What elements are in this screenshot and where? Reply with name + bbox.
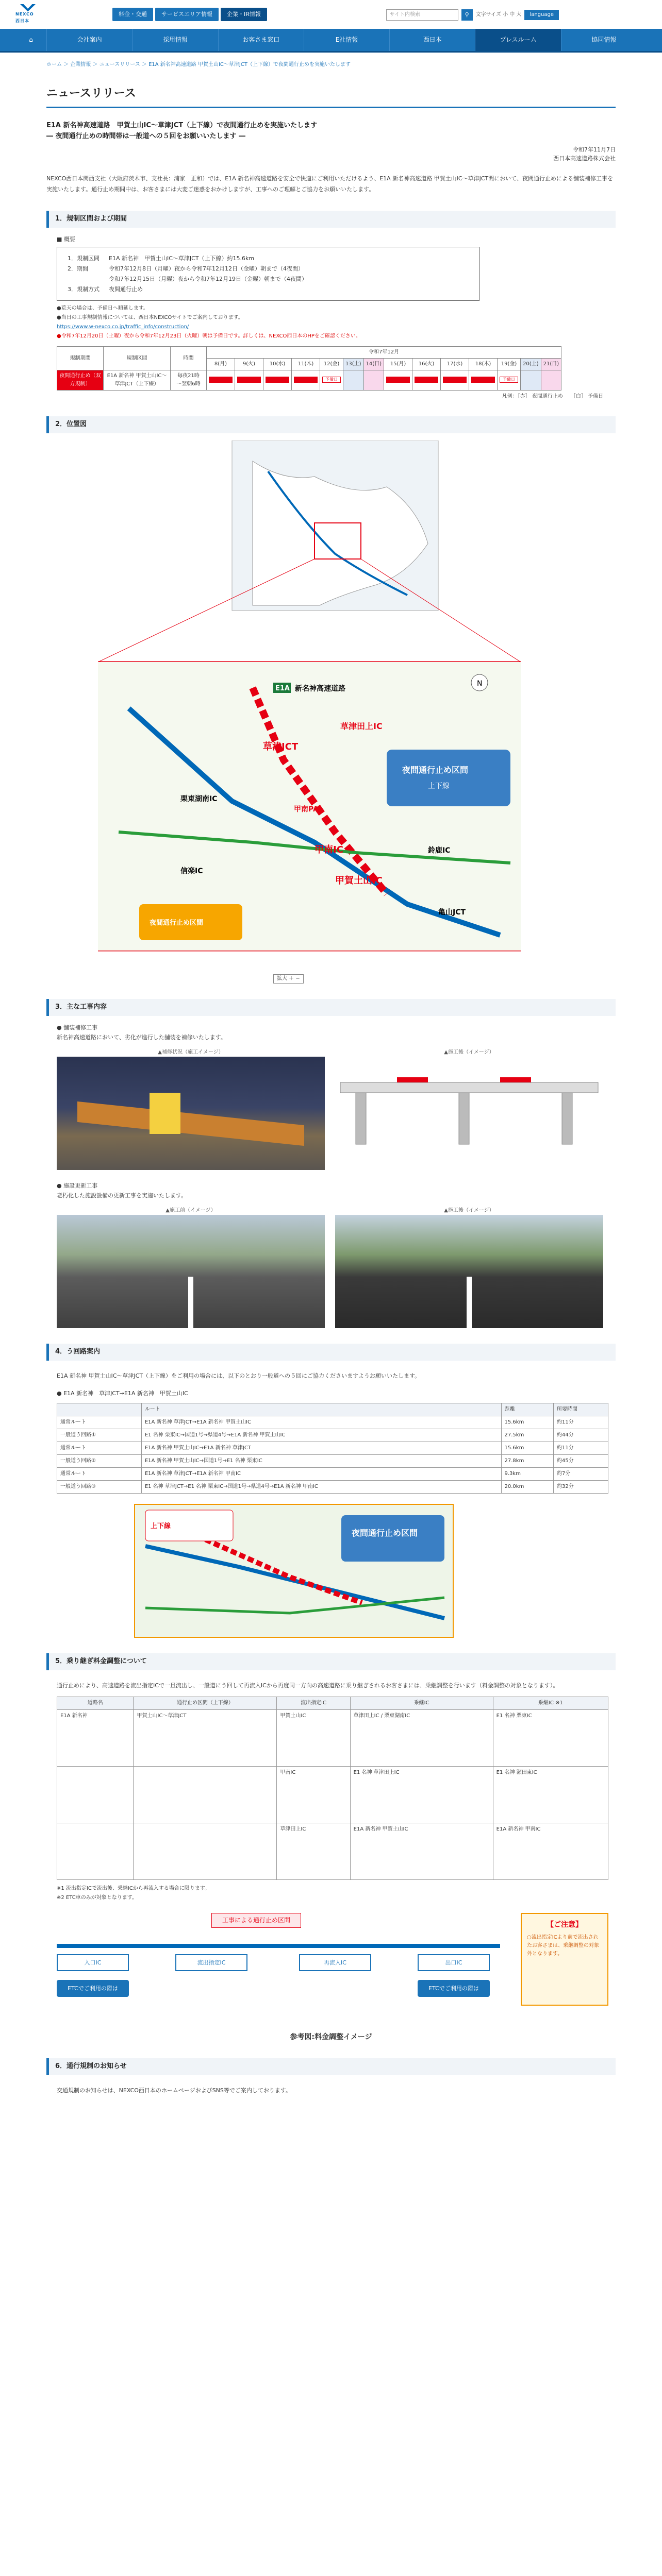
mainnav-press[interactable]: プレスルーム	[475, 29, 560, 51]
cell: 20.0km	[501, 1481, 554, 1494]
time-end: 〜翌朝6時	[176, 381, 201, 387]
cell: 約11分	[554, 1442, 608, 1455]
cell: 草津田上IC / 栗東湖南IC	[350, 1709, 493, 1766]
logo-text: NEXCO 西日本	[15, 12, 34, 24]
language-button[interactable]: language	[524, 10, 559, 20]
work2-title: ● 施設更新工事	[57, 1182, 98, 1189]
cell: 甲南IC	[277, 1766, 350, 1823]
note-line: ●令和7年12月20日（土曜）夜から令和7年12月23日（火曜）朝は予備日です。詳しくは、NEXCO西日本のHPをご確認ください。	[57, 333, 361, 340]
note-line: ●当日の工事規制情報については、西日本NEXCOサイトでご案内しております。	[57, 315, 243, 321]
ic-label: 甲賀土山IC	[335, 875, 383, 887]
cell: 一般道う回路①	[57, 1429, 142, 1442]
cell	[57, 1823, 134, 1879]
search-button[interactable]: ⚲	[461, 9, 473, 21]
cell: E1A 新名神 甲南IC	[493, 1823, 608, 1879]
work1-title: ● 舗装補修工事	[57, 1024, 98, 1031]
cal-cell	[235, 370, 263, 391]
photo-caption: ▲補修状況（施工イメージ）	[158, 1049, 224, 1055]
note-bubble	[387, 750, 510, 806]
col-head: 距離	[501, 1403, 554, 1416]
work2-photos	[57, 1207, 605, 1328]
col-head	[57, 1403, 142, 1416]
flow-reentry: 再流入IC	[299, 1954, 371, 1972]
zoom-button[interactable]: 拡大 ＋ −	[273, 974, 304, 984]
fee-note: ※2 ETC車のみが対象となります。	[57, 1894, 137, 1901]
mainnav-contact[interactable]: お客さま窓口	[218, 29, 304, 51]
outline-key	[68, 274, 109, 284]
cell: 草津田上IC	[277, 1823, 350, 1879]
cell: 15.6km	[501, 1416, 554, 1429]
company-name: 西日本高速道路株式会社	[553, 155, 616, 162]
ic-label: 甲南IC	[315, 844, 343, 856]
cal-cell	[521, 370, 541, 391]
cal-cell	[541, 370, 561, 391]
ic-label: 信楽IC	[180, 867, 203, 876]
col-head: 所要時間	[554, 1403, 608, 1416]
fee-notes	[57, 1884, 605, 1903]
outline-row	[68, 264, 469, 274]
work2-desc: 老朽化した施設設備の更新工事を実施いたします。	[57, 1192, 187, 1199]
cal-day: 11(木)	[292, 359, 320, 370]
outline-row	[68, 284, 469, 295]
outline-key: 2．期間	[68, 265, 88, 272]
mainnav-company[interactable]: 会社案内	[46, 29, 132, 51]
col-head: 道路名	[57, 1697, 134, 1709]
photo-block	[57, 1207, 325, 1328]
date-block	[46, 145, 616, 163]
col-head: 流出指定IC	[277, 1697, 350, 1709]
svg-text:N: N	[477, 680, 483, 688]
cal-cell	[320, 370, 343, 391]
road-photo-after	[335, 1215, 603, 1328]
text-size-tools[interactable]: 文字サイズ 小 中 大	[475, 12, 522, 18]
etc-note: ETCでご利用の際は	[418, 1980, 490, 1997]
col-head: 通行止め区間（上下線）	[134, 1697, 277, 1709]
fee-table	[57, 1697, 608, 1880]
cal-day: 10(水)	[263, 359, 292, 370]
cell: 約32分	[554, 1481, 608, 1494]
flow-exit-designated: 流出指定IC	[175, 1954, 247, 1972]
spare-day: 予備日	[500, 377, 518, 383]
location-map	[98, 440, 521, 970]
section-6-text: 交通規制のお知らせは、NEXCO西日本のホームページおよびSNS等でご案内しております。	[57, 2087, 292, 2094]
breadcrumb[interactable]: ホーム ＞ 企業情報 ＞ ニュースリリース ＞ E1A 新名神高速道路 甲賀土山IC〜草津JCT（上下線）で夜間通行止めを実施いたします	[46, 62, 351, 67]
table-row	[57, 1468, 608, 1481]
cal-head: 規制区間	[104, 347, 171, 370]
closure-bar	[209, 377, 233, 383]
cell: E1A 新名神 草津JCT→E1A 新名神 甲南IC	[141, 1468, 501, 1481]
table-row	[57, 1766, 608, 1823]
ic-label: 亀山JCT	[438, 908, 466, 917]
photo-caption: ▲施工前（イメージ）	[166, 1207, 216, 1213]
cal-day: 9(火)	[235, 359, 263, 370]
bubble-text: 夜間通行止め区間	[402, 765, 469, 775]
section-4-heading: 4．う回路案内	[46, 1344, 616, 1361]
col-head: 乗継IC	[350, 1697, 493, 1709]
fee-flow-diagram	[57, 1913, 608, 2026]
spare-day: 予備日	[322, 377, 341, 383]
cell: 約11分	[554, 1416, 608, 1429]
cell: E1 名神 栗東IC→国道1号→県道4号→E1A 新名神 甲賀土山IC	[141, 1429, 501, 1442]
cal-day: 14(日)	[363, 359, 384, 370]
cell: E1 名神 栗東IC	[493, 1709, 608, 1766]
section-5-heading: 5．乗り継ぎ料金調整について	[46, 1653, 616, 1670]
cell	[134, 1823, 277, 1879]
mainnav-e[interactable]: E社情報	[304, 29, 389, 51]
flow-title: 工事による通行止め区間	[211, 1913, 301, 1928]
table-row	[57, 1709, 608, 1766]
top-bar	[0, 0, 662, 29]
cell: 甲賀土山IC〜草津JCT	[134, 1709, 277, 1766]
col-head: 乗継IC ※1	[493, 1697, 608, 1709]
company-logo[interactable]	[15, 4, 40, 25]
cal-time	[171, 370, 207, 391]
cell: 約45分	[554, 1455, 608, 1468]
mainnav-west[interactable]: 西日本	[389, 29, 475, 51]
closure-bar	[237, 377, 261, 383]
headline-main: E1A 新名神高速道路 甲賀土山IC〜草津JCT（上下線）で夜間通行止めを実施いたします	[46, 122, 318, 130]
schedule-calendar	[57, 346, 561, 391]
cal-day: 15(月)	[384, 359, 412, 370]
closure-bar	[294, 377, 318, 383]
cell: 27.8km	[501, 1455, 554, 1468]
caution-box	[521, 1913, 608, 2006]
cell: E1A 新名神	[57, 1709, 134, 1766]
closure-bar	[386, 377, 410, 383]
cell	[57, 1766, 134, 1823]
section-2-heading: 2．位置図	[46, 416, 616, 433]
construction-info-link[interactable]: https://www.w-nexco.co.jp/traffic_info/construction/	[57, 324, 189, 330]
detour-note: 夜間通行止め区間	[352, 1528, 418, 1538]
detour-sub: ● E1A 新名神 草津JCT→E1A 新名神 甲賀土山IC	[57, 1389, 188, 1397]
outline-row	[68, 253, 469, 264]
ic-label: 鈴鹿IC	[428, 846, 451, 855]
topnav-sa[interactable]: サービスエリア情報	[155, 8, 219, 21]
logo-mark	[20, 4, 36, 11]
release-date: 令和7年11月7日	[573, 146, 616, 153]
table-row	[57, 1416, 608, 1429]
cell: E1A 新名神 草津JCT→E1A 新名神 甲賀土山IC	[141, 1416, 501, 1429]
cell: 通常ルート	[57, 1468, 142, 1481]
table-row	[57, 1823, 608, 1879]
cell: 27.5km	[501, 1429, 554, 1442]
cal-day: 13(土)	[343, 359, 364, 370]
detour-table	[57, 1403, 608, 1494]
cell: E1A 新名神 甲賀土山IC→E1A 新名神 草津JCT	[141, 1442, 501, 1455]
outline-label: ■ 概要	[57, 235, 75, 243]
headline-sub: ― 夜間通行止めの時間帯は一般道への５回をお願いいたします ―	[46, 132, 246, 140]
work1-photos	[57, 1048, 605, 1174]
cell: 約44分	[554, 1429, 608, 1442]
ic-label: 草津JCT	[263, 741, 299, 753]
table-row	[57, 1429, 608, 1442]
detour-map	[134, 1504, 454, 1638]
outline-val: 夜間通行止め	[109, 285, 143, 293]
cell: 一般道う回路③	[57, 1481, 142, 1494]
headline	[46, 121, 616, 142]
outline-val: 令和7年12月15日（月曜）夜から令和7年12月19日（金曜）朝まで（4夜間）	[109, 275, 307, 282]
flow-exit: 出口IC	[418, 1954, 490, 1972]
closure-bar	[471, 377, 495, 383]
topnav-fares[interactable]: 料金・交通	[112, 8, 153, 21]
cal-cell	[469, 370, 498, 391]
orange-note: 夜間通行止め区間	[150, 919, 204, 927]
outline-val: E1A 新名神 甲賀土山IC〜草津JCT（上下線）約15.6km	[109, 255, 255, 262]
closure-bar	[443, 377, 467, 383]
outline-box	[57, 247, 479, 301]
cell: 9.3km	[501, 1468, 554, 1481]
cal-day: 17(水)	[441, 359, 469, 370]
cal-cell	[412, 370, 441, 391]
cal-cell	[207, 370, 235, 391]
cal-cell	[441, 370, 469, 391]
cell: 約7分	[554, 1468, 608, 1481]
outline-row	[68, 274, 469, 284]
cal-cell	[384, 370, 412, 391]
cell: E1A 新名神 甲賀土山IC	[350, 1823, 493, 1879]
cell: E1 名神 草津田上IC	[350, 1766, 493, 1823]
route-label: 新名神高速道路	[295, 685, 345, 693]
page-title: ニュースリリース	[46, 84, 616, 108]
main-nav	[0, 29, 662, 53]
detour-map-svg	[135, 1505, 455, 1639]
cal-route: E1A 新名神 甲賀土山IC〜草津JCT（上下線）	[104, 370, 171, 391]
cal-cell	[263, 370, 292, 391]
mainnav-recruit[interactable]: 採用情報	[132, 29, 218, 51]
cell: E1 名神 草津JCT→E1 名神 栗東IC→国道1号→県道4号→E1A 新名神 甲南IC	[141, 1481, 501, 1494]
cal-cell	[292, 370, 320, 391]
ic-label: 草津田上IC	[340, 721, 383, 732]
cal-head: 時間	[171, 347, 207, 370]
table-row	[57, 1455, 608, 1468]
outline-key: 1．規制区間	[68, 255, 100, 262]
cal-day: 19(金)	[498, 359, 521, 370]
cell: 15.6km	[501, 1442, 554, 1455]
ic-label: 栗東湖南IC	[180, 795, 218, 804]
closure-bar	[266, 377, 289, 383]
cal-day: 12(金)	[320, 359, 343, 370]
note-line: ●荒天の場合は、予備日へ順延します。	[57, 306, 148, 312]
outline-val: 令和7年12月8日（月曜）夜から令和7年12月12日（金曜）朝まで（4夜間）	[109, 265, 304, 272]
map-zoom	[273, 974, 662, 984]
photo-block	[335, 1048, 603, 1174]
road-photo-before	[57, 1215, 325, 1328]
cal-day: 21(日)	[541, 359, 561, 370]
etc-note: ETCでご利用の際は	[57, 1980, 129, 1997]
detour-intro: E1A 新名神 甲賀土山IC〜草津JCT（上下線）をご利用の場合には、以下のとおり一般道への５回にご協力くださいますようお願いいたします。	[57, 1372, 421, 1379]
hwy-label: E1A	[275, 685, 290, 693]
bridge-diagram	[335, 1057, 603, 1170]
cal-month: 令和7年12月	[207, 347, 561, 359]
top-nav	[112, 8, 267, 21]
fee-intro: 通行止めにより、高速道路を流出指定ICで一旦流出し、一般道にう回して再流入ICから再度同一方向の高速道路に乗り継ぎされるお客さまには、乗継調整を行います（料金調整の対象となります）。	[57, 1682, 559, 1689]
outline-key: 3．規制方式	[68, 285, 100, 293]
map-svg	[98, 440, 521, 966]
flow-caption: 参考図:料金調整イメージ	[290, 2032, 372, 2041]
photo-caption: ▲施工後（イメージ）	[444, 1207, 494, 1213]
cal-cell	[498, 370, 521, 391]
cal-head: 規制期間	[57, 347, 104, 370]
section-3-heading: 3．主な工事内容	[46, 999, 616, 1016]
cal-rowlabel: 夜間通行止め（双方規制）	[57, 370, 104, 391]
notes	[57, 304, 605, 341]
cell: 通常ルート	[57, 1416, 142, 1429]
section-6-heading: 6．通行規制のお知らせ	[46, 2058, 616, 2075]
photo-caption: ▲施工後（イメージ）	[444, 1049, 494, 1055]
cell: E1A 新名神 甲賀土山IC→国道1号→E1 名神 栗東IC	[141, 1455, 501, 1468]
fee-note: ※1 流出指定ICで流出後、乗継ICから再流入する場合に限ります。	[57, 1885, 210, 1891]
flow-road	[57, 1944, 500, 1948]
cell: 一般道う回路②	[57, 1455, 142, 1468]
cal-day: 8(月)	[207, 359, 235, 370]
caution-title: 【ご注意】	[547, 1920, 583, 1929]
home-icon[interactable]: ⌂	[29, 36, 33, 43]
search-area	[386, 9, 559, 21]
caution-text: ○流出指定ICより前で流出されたお客さまは、乗継調整の対象外となります。	[527, 1935, 599, 1957]
photo-block	[335, 1207, 603, 1328]
col-head: ルート	[141, 1403, 501, 1416]
cell	[134, 1766, 277, 1823]
intro-text: NEXCO西日本関西支社（大阪府茨木市、支社長：浦家 正和）では、E1A 新名神高速道路を安全で快適にご利用いただけるよう、E1A 新名神高速道路 甲賀土山IC〜草津JCT間において、夜間通行止めによる舗装補修工事を実施いたします。通行止め期間中は、お客さまには大変ご迷惑をおかけしますが、工事へのご理解とご協力をお願いいたします。	[46, 175, 614, 193]
detour-note: 上下線	[151, 1522, 171, 1531]
photo-block	[57, 1048, 325, 1174]
work1-desc: 新名神高速道路において、劣化が進行した舗装を補修いたします。	[57, 1034, 226, 1041]
cal-legend: 凡例：［赤］ 夜間通行止め ［白］ 予備日	[502, 394, 603, 400]
flow-entry: 入口IC	[57, 1954, 129, 1972]
cal-day: 18(木)	[469, 359, 498, 370]
search-input[interactable]: サイト内検索	[386, 9, 458, 21]
topnav-corp[interactable]: 企業・IR情報	[221, 8, 267, 21]
time-start: 毎夜21時	[177, 373, 200, 379]
cal-day: 20(土)	[521, 359, 541, 370]
cell: 甲賀土山IC	[277, 1709, 350, 1766]
cell: E1 名神 瀬田東IC	[493, 1766, 608, 1823]
closure-bar	[415, 377, 438, 383]
cal-cell	[363, 370, 384, 391]
construction-photo	[57, 1057, 325, 1170]
pa-label: 甲南PA	[294, 805, 319, 814]
section-1-heading: 1．規制区間および期間	[46, 211, 616, 228]
mainnav-coop[interactable]: 協同情報	[561, 29, 647, 51]
cal-cell	[343, 370, 364, 391]
bubble-text: 上下線	[428, 782, 450, 791]
table-row	[57, 1481, 608, 1494]
cell: 通常ルート	[57, 1442, 142, 1455]
table-row	[57, 1442, 608, 1455]
cal-day: 16(火)	[412, 359, 441, 370]
